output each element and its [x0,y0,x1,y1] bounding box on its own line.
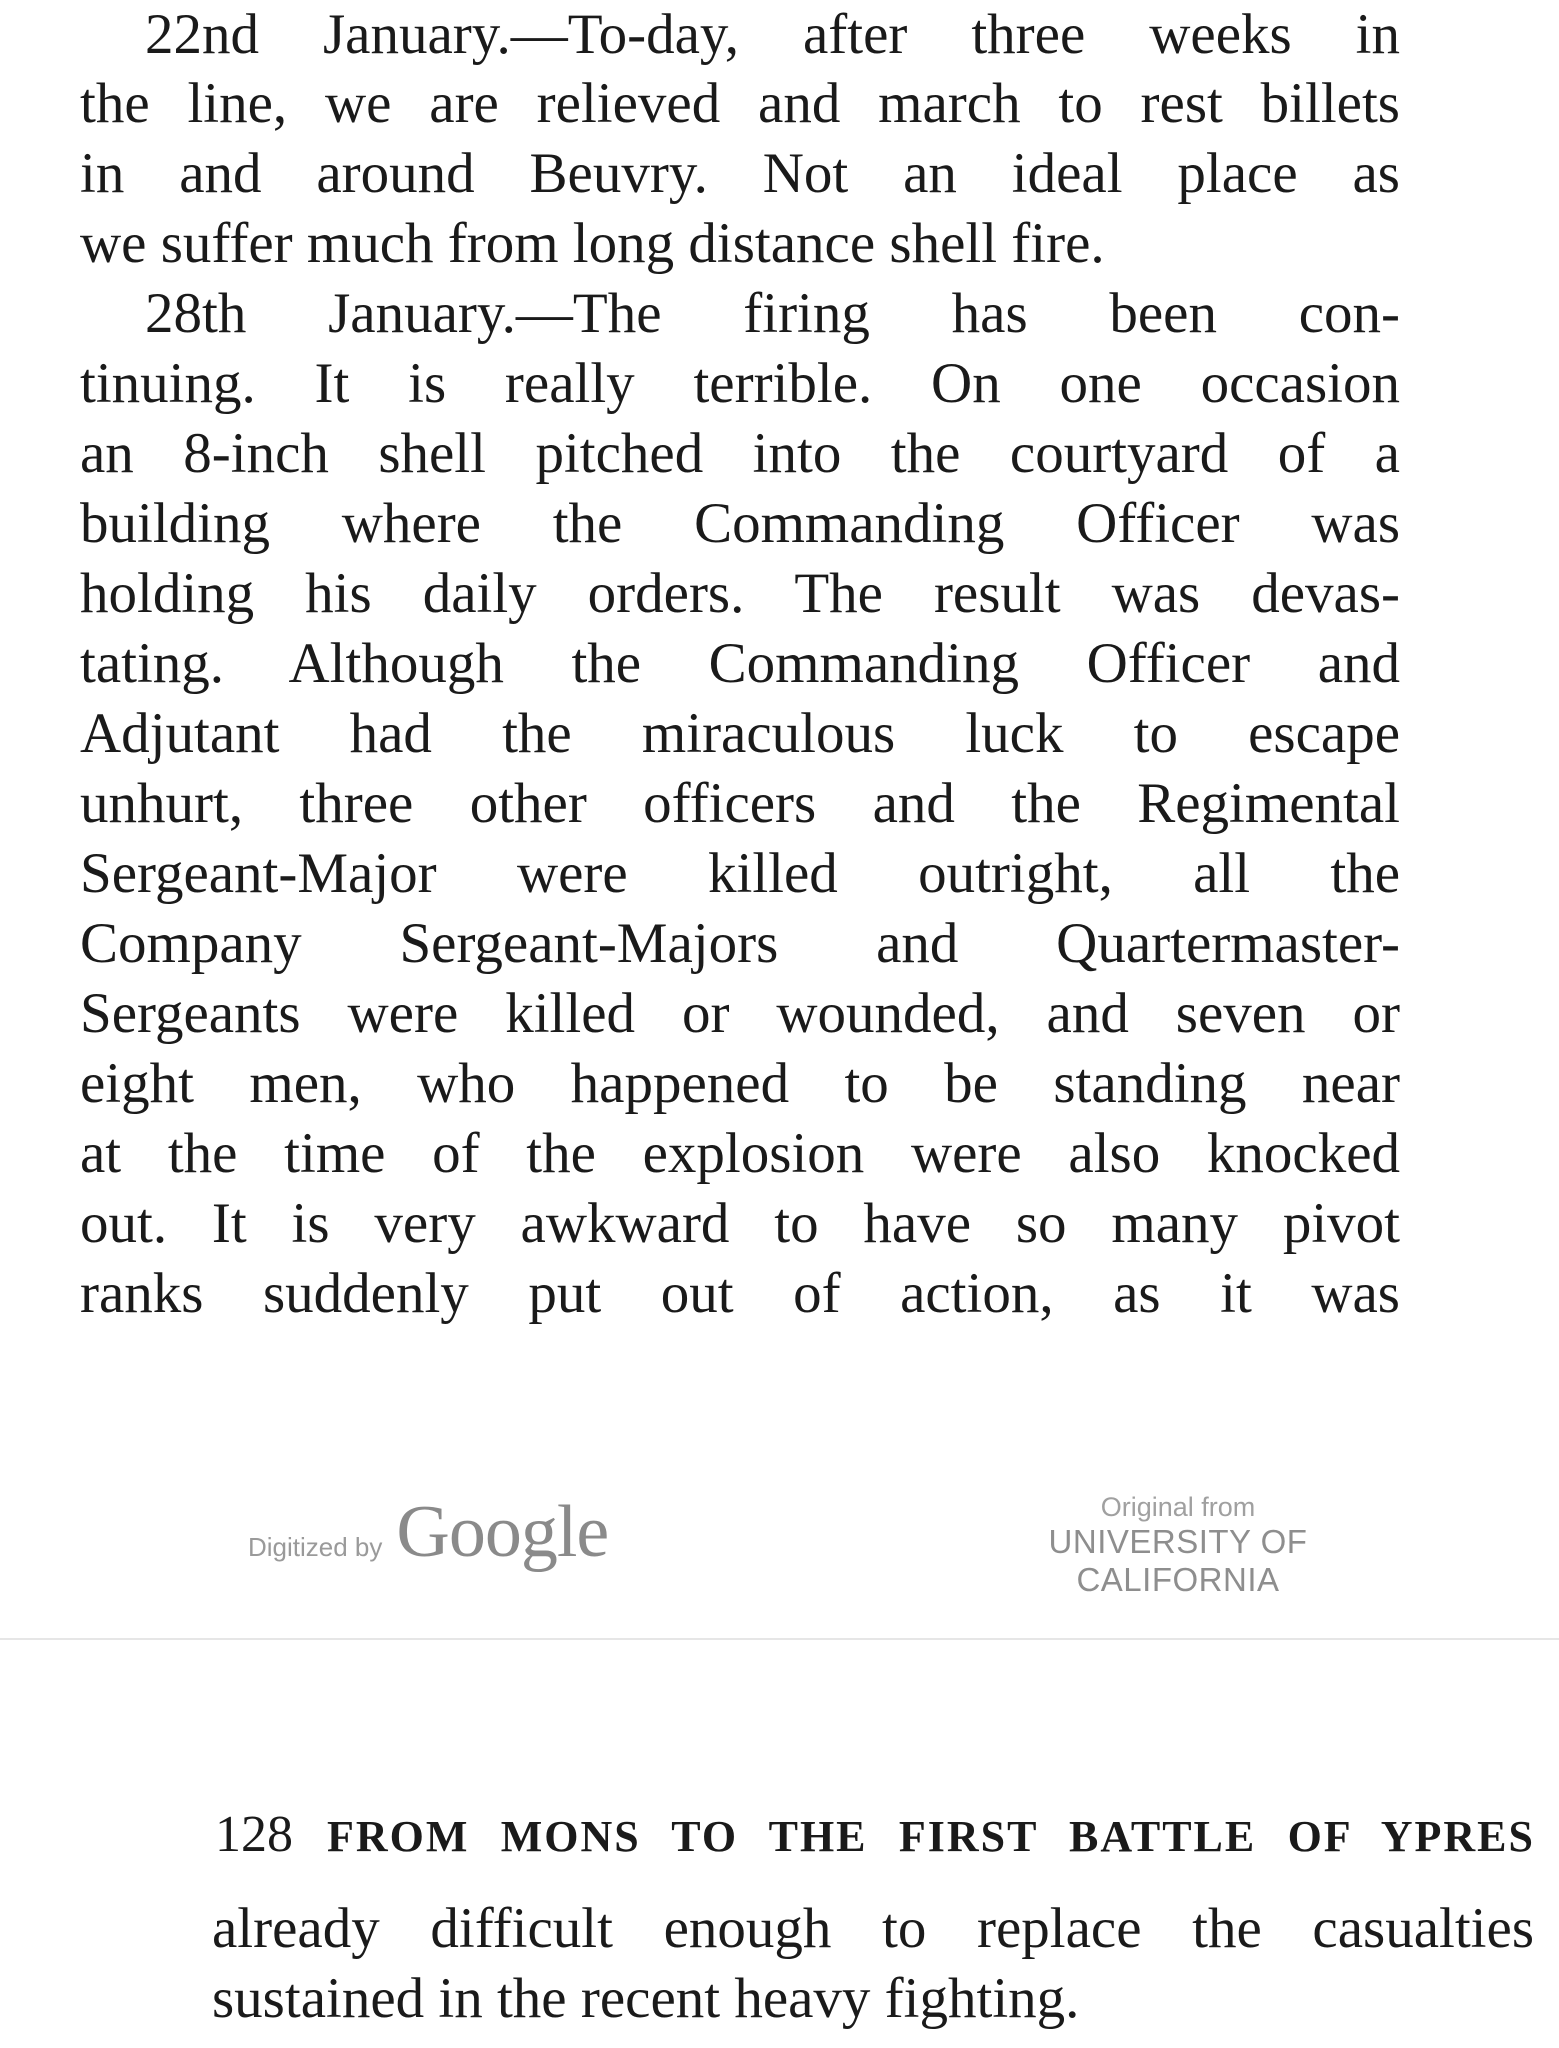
digitized-by-label: Digitized by [248,1532,383,1562]
text-line-5: 28th January.—The firing has been con- [145,282,1400,345]
text-line-2: the line, we are relieved and march to rest billets [80,72,1400,135]
text-line-6: tinuing. It is really terrible. On one occasion [80,352,1400,415]
text-line-17: at the time of the explosion were also knocked [80,1122,1400,1185]
text-line-18: out. It is very awkward to have so many pivot [80,1192,1400,1255]
bottom-text-line-2: sustained in the recent heavy fighting. [212,1967,1080,2030]
text-line-15: Sergeants were killed or wounded, and seven or [80,982,1400,1045]
original-from-mark [948,1492,1408,1599]
text-line-8: building where the Commanding Officer was [80,492,1400,555]
text-line-12: unhurt, three other officers and the Regimental [80,772,1400,835]
running-head [215,1805,1535,1864]
digitized-by-google-mark [248,1490,608,1575]
text-line-13: Sergeant-Major were killed outright, all the [80,842,1400,905]
google-logo: Google [396,1491,609,1573]
text-line-9: holding his daily orders. The result was devas- [80,562,1400,625]
running-head-title: FROM MONS TO THE FIRST BATTLE OF YPRES [327,1812,1535,1861]
bottom-text-line-1: already difficult enough to replace the casualties [212,1897,1534,1960]
text-line-16: eight men, who happened to be standing near [80,1052,1400,1115]
text-line-3: in and around Beuvry. Not an ideal place as [80,142,1400,205]
university-label: UNIVERSITY OF CALIFORNIA [1048,1523,1308,1598]
text-line-14: Company Sergeant-Majors and Quartermaster- [80,912,1400,975]
text-line-11: Adjutant had the miraculous luck to escape [80,702,1400,765]
text-line-10: tating. Although the Commanding Officer and [80,632,1400,695]
page-number: 128 [215,1806,293,1863]
text-line-19: ranks suddenly put out of action, as it was [80,1262,1400,1325]
text-line-1: 22nd January.—To-day, after three weeks in [145,3,1400,66]
text-line-7: an 8-inch shell pitched into the courtyard of a [80,422,1400,485]
original-from-label: Original from [1100,1492,1256,1522]
text-line-4: we suffer much from long distance shell fire. [80,212,1105,275]
page-divider [0,1638,1559,1640]
